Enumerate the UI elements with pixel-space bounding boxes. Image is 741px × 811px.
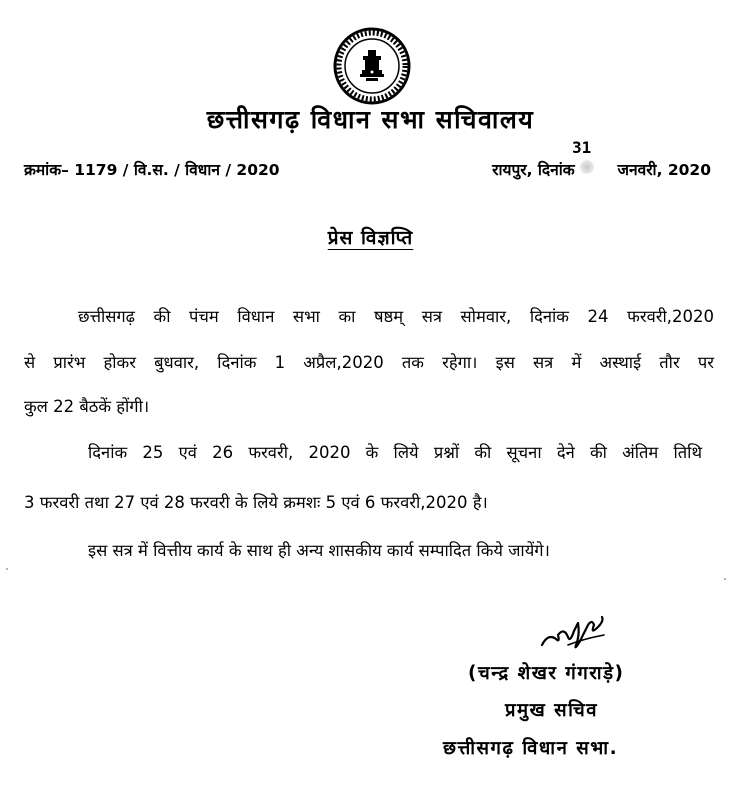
scan-speck — [6, 568, 8, 570]
date-smudge — [580, 160, 594, 174]
handwritten-signature-icon — [538, 605, 608, 655]
date-suffix: जनवरी, 2020 — [617, 161, 711, 179]
handwritten-date-day: 31 — [572, 138, 592, 157]
paragraph-1-line-3: कुल 22 बैठकें होंगी। — [24, 397, 150, 416]
paragraph-2-line-1: दिनांक 25 एवं 26 फरवरी, 2020 के लिये प्रश्नों की सूचना देने की अंतिम तिथि — [88, 443, 702, 462]
paragraph-3-line-1: इस सत्र में वित्तीय कार्य के साथ ही अन्य शासकीय कार्य सम्पादित किये जायेंगे। — [88, 541, 550, 560]
organization-heading: छत्तीसगढ़ विधान सभा सचिवालय — [206, 105, 535, 134]
press-release-title-row — [0, 224, 741, 250]
signatory-office: छत्तीसगढ़ विधान सभा. — [443, 738, 619, 759]
signatory-designation: प्रमुख सचिव — [505, 700, 598, 721]
date-prefix: रायपुर, दिनांक — [492, 161, 575, 179]
paragraph-2-line-2: 3 फरवरी तथा 27 एवं 28 फरवरी के लिये क्रमशः 5 एवं 6 फरवरी,2020 है। — [24, 493, 488, 512]
paragraph-1-line-2: से प्रारंभ होकर बुधवार, दिनांक 1 अप्रैल,2020 तक रहेगा। इस सत्र में अस्थाई तौर पर — [24, 353, 714, 372]
scan-speck — [724, 578, 726, 580]
assembly-emblem-icon — [332, 26, 412, 106]
date-line — [492, 158, 711, 180]
reference-number: क्रमांक– 1179 / वि.स. / विधान / 2020 — [24, 161, 280, 179]
paragraph-1-line-1: छत्तीसगढ़ की पंचम विधान सभा का षष्ठम् सत्र सोमवार, दिनांक 24 फरवरी,2020 — [78, 307, 714, 326]
press-release-title: प्रेस विज्ञप्ति — [327, 227, 414, 249]
signatory-name: (चन्द्र शेखर गंगराड़े) — [468, 663, 625, 684]
